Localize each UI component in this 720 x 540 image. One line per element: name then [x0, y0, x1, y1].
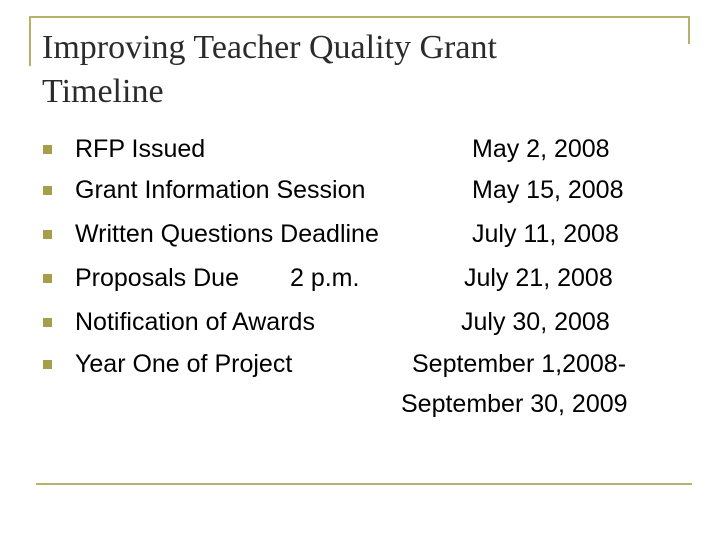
timeline-item	[0, 217, 720, 251]
timeline-date: July 21, 2008	[464, 264, 613, 292]
slide-frame-right	[688, 16, 690, 44]
timeline-date: July 11, 2008	[472, 220, 619, 248]
timeline-event-time: 2 p.m.	[289, 264, 360, 292]
square-bullet-icon	[43, 360, 52, 369]
timeline-item	[0, 132, 720, 166]
timeline-item	[0, 261, 720, 295]
timeline-event	[75, 261, 359, 295]
timeline-event: Year One of Project	[75, 350, 293, 378]
slide-title-line1: Improving Teacher Quality Grant	[42, 29, 497, 66]
timeline-event: Grant Information Session	[75, 176, 366, 204]
timeline-item	[0, 347, 720, 381]
square-bullet-icon	[43, 186, 52, 195]
square-bullet-icon	[43, 318, 52, 327]
square-bullet-icon	[43, 230, 52, 239]
timeline-event: RFP Issued	[75, 135, 206, 163]
slide-frame-left	[29, 16, 31, 66]
timeline-date: May 15, 2008	[472, 176, 624, 204]
timeline-event: Written Questions Deadline	[75, 220, 379, 248]
slide-title	[42, 26, 642, 114]
timeline-date: May 2, 2008	[472, 135, 610, 163]
timeline-date: September 1,2008-	[412, 350, 627, 378]
timeline-event: Notification of Awards	[75, 308, 315, 336]
slide-frame-top	[29, 16, 689, 18]
square-bullet-icon	[43, 145, 52, 154]
timeline-event-label: Proposals Due	[75, 264, 239, 292]
timeline-item	[0, 305, 720, 339]
square-bullet-icon	[43, 274, 52, 283]
timeline-date-continued: September 30, 2009	[401, 390, 628, 418]
slide-title-line2: Timeline	[42, 73, 164, 110]
timeline-item	[0, 173, 720, 207]
timeline-date: July 30, 2008	[461, 308, 610, 336]
slide-frame-bottom	[36, 483, 692, 485]
